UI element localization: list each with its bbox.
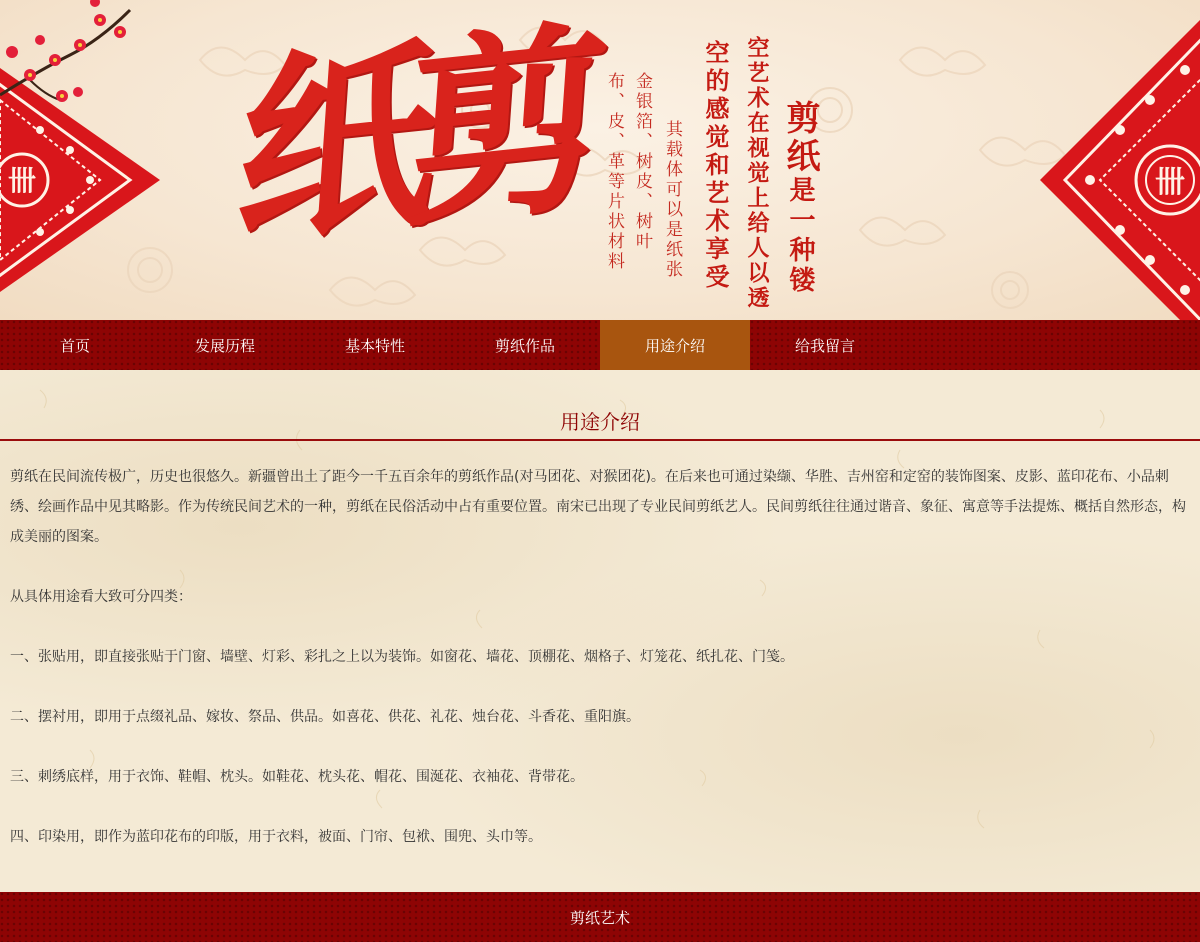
main-content	[0, 370, 1200, 892]
use-item-3: 三、刺绣底样，用于衣饰、鞋帽、枕头。如鞋花、枕头花、帽花、围涎花、衣袖花、背带花。	[10, 769, 584, 785]
use-item-4: 四、印染用，即作为蓝印花布的印版，用于衣料，被面、门帘、包袱、围兜、头巾等。	[10, 829, 542, 845]
tagline-column-4: 其载体可以是纸张	[662, 120, 682, 280]
nav-item-home[interactable]: 首页	[59, 336, 90, 355]
tagline-col1-rest: 是一种镂	[785, 176, 815, 296]
intro-paragraph: 剪纸在民间流传极广，历史也很悠久。新疆曾出土了距今一千五百余年的剪纸作品(对马团花、对猴团花)。在后来也可通过染缬、华胜、吉州窑和定窑的装饰图案、皮影、蓝印花布、小品刺绣、绘画作品中见其略影。作为传统民间艺术的一种，剪纸在民俗活动中占有重要位置。南宋已出现了专业民间剪纸艺人。民间剪纸往往通过谐音、象征、寓意等手法提炼、概括自然形态，构成美丽的图案。	[10, 469, 1186, 545]
nav-item-uses[interactable]: 用途介绍	[600, 320, 750, 370]
nav-item-messages[interactable]: 给我留言	[794, 336, 855, 355]
right-papercut-ornament	[1020, 0, 1200, 320]
tagline-column-2: 空艺术在视觉上给人以透	[744, 36, 770, 311]
page-title: 用途介绍	[560, 410, 640, 434]
header-banner	[0, 0, 1200, 320]
tagline-emphasis: 剪纸	[780, 100, 820, 176]
left-papercut-ornament	[0, 0, 170, 320]
use-item-2: 二、摆衬用，即用于点缀礼品、嫁妆、祭品、供品。如喜花、供花、礼花、烛台花、斗香花、重阳旗。	[10, 709, 640, 725]
nav-item-works[interactable]: 剪纸作品	[494, 336, 555, 355]
nav-item-history[interactable]: 发展历程	[194, 336, 255, 355]
site-logo-title: 纸剪	[230, 0, 586, 275]
svg-text:卌: 卌	[1155, 165, 1185, 200]
site-footer	[0, 892, 1200, 942]
title-divider	[0, 439, 1200, 441]
nav-item-features[interactable]: 基本特性	[344, 336, 405, 355]
footer-text: 剪纸艺术	[569, 908, 630, 927]
main-navigation	[0, 320, 1200, 370]
svg-text:卌: 卌	[7, 164, 37, 197]
tagline-column-3: 空的感觉和艺术享受	[701, 40, 730, 292]
tagline-column-1	[776, 100, 825, 296]
tagline-column-5: 金银箔、树皮、树叶	[632, 72, 652, 252]
categories-intro: 从具体用途看大致可分四类：	[10, 589, 192, 605]
tagline-column-6: 布、皮、革等片状材料	[604, 72, 624, 272]
paper-texture	[0, 370, 1200, 892]
use-item-1: 一、张贴用，即直接张贴于门窗、墙壁、灯彩、彩扎之上以为装饰。如窗花、墙花、顶棚花、烟格子、灯笼花、纸扎花、门笺。	[10, 649, 794, 665]
